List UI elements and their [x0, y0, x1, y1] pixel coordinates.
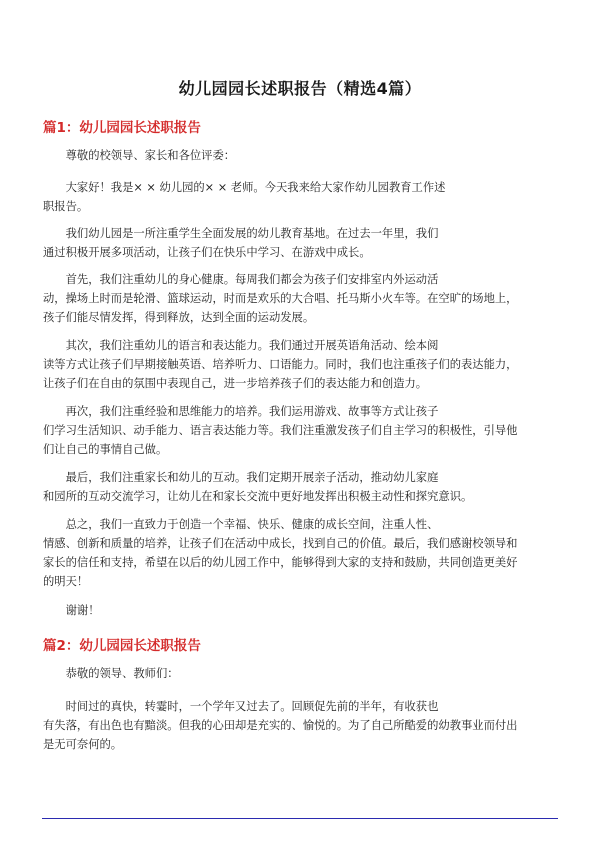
- paragraph-line: 职报告。: [43, 200, 89, 213]
- paragraph-greeting: [43, 178, 559, 216]
- paragraph-line: 们让自己的事情自己做。: [43, 443, 168, 456]
- paragraph-parents: [43, 468, 559, 506]
- paragraph-line: 是无可奈何的。: [43, 738, 123, 751]
- paragraph-thinking: [43, 402, 559, 459]
- section-heading-1: 篇1：幼儿园园长述职报告: [43, 120, 201, 136]
- paragraph-line: 情感、创新和质量的培养，让孩子们在活动中成长，找到自己的价值。最后，我们感谢校领导和: [43, 537, 518, 550]
- paragraph-line: 时间过的真快，转霎时，一个学年又过去了。回顾促先前的半年，有收获也: [43, 700, 439, 713]
- paragraph-line: 动，操场上时而是轮滑、篮球运动，时而是欢乐的大合唱、托马斯小火车等。在空旷的场地上，: [43, 292, 518, 305]
- paragraph-thanks: [43, 601, 559, 620]
- paragraph-line: 我们幼儿园是一所注重学生全面发展的幼儿教育基地。在过去一年里，我们: [43, 227, 439, 240]
- paragraph-line: 有失落，有出色也有黯淡。但我的心田却是充实的、愉悦的。为了自己所酷爱的幼教事业而付出: [43, 719, 518, 732]
- paragraph-line: 孩子们能尽情发挥，得到释放，达到全面的运动发展。: [43, 311, 315, 324]
- paragraph-reflection: [43, 697, 559, 754]
- paragraph-salutation-2: [43, 664, 559, 683]
- paragraph-line: 和园所的互动交流学习，让幼儿在和家长交流中更好地发挥出积极主动性和探究意识。: [43, 490, 473, 503]
- paragraph-line: 的明天！: [43, 575, 89, 588]
- paragraph-line: 恭敬的领导、教师们：: [43, 667, 179, 680]
- paragraph-line: 首先，我们注重幼儿的身心健康。每周我们都会为孩子们安排室内外运动活: [43, 273, 439, 286]
- paragraph-line: 再次，我们注重经验和思维能力的培养。我们运用游戏、故事等方式让孩子: [43, 405, 439, 418]
- paragraph-line: 总之，我们一直致力于创造一个幸福、快乐、健康的成长空间，注重人性、: [43, 518, 439, 531]
- paragraph-intro: [43, 224, 559, 262]
- footer-divider: [42, 818, 558, 819]
- paragraph-line: 读等方式让孩子们早期接触英语、培养听力、口语能力。同时，我们也注重孩子们的表达能力，: [43, 358, 518, 371]
- paragraph-line: 大家好！我是× × 幼儿园的× × 老师。今天我来给大家作幼儿园教育工作述: [43, 181, 446, 194]
- paragraph-line: 通过积极开展多项活动，让孩子们在快乐中学习、在游戏中成长。: [43, 246, 371, 259]
- paragraph-line: 们学习生活知识、动手能力、语言表达能力等。我们注重激发孩子们自主学习的积极性，引导他: [43, 424, 518, 437]
- paragraph-line: 谢谢！: [43, 604, 100, 617]
- paragraph-language: [43, 336, 559, 393]
- paragraph-conclusion: [43, 515, 559, 591]
- paragraph-line: 其次，我们注重幼儿的语言和表达能力。我们通过开展英语角活动、绘本阅: [43, 339, 439, 352]
- section-heading-2: 篇2：幼儿园园长述职报告: [43, 638, 201, 654]
- document-title: 幼儿园园长述职报告（精选4篇）: [178, 79, 422, 98]
- paragraph-line: 让孩子们在自由的氛围中表现自己，进一步培养孩子们的表达能力和创造力。: [43, 377, 428, 390]
- paragraph-line: 尊敬的校领导、家长和各位评委：: [43, 149, 236, 162]
- paragraph-line: 家长的信任和支持，希望在以后的幼儿园工作中，能够得到大家的支持和鼓励，共同创造更美好: [43, 556, 518, 569]
- paragraph-salutation-1: [43, 146, 559, 165]
- paragraph-line: 最后，我们注重家长和幼儿的互动。我们定期开展亲子活动，推动幼儿家庭: [43, 471, 439, 484]
- paragraph-health: [43, 270, 559, 327]
